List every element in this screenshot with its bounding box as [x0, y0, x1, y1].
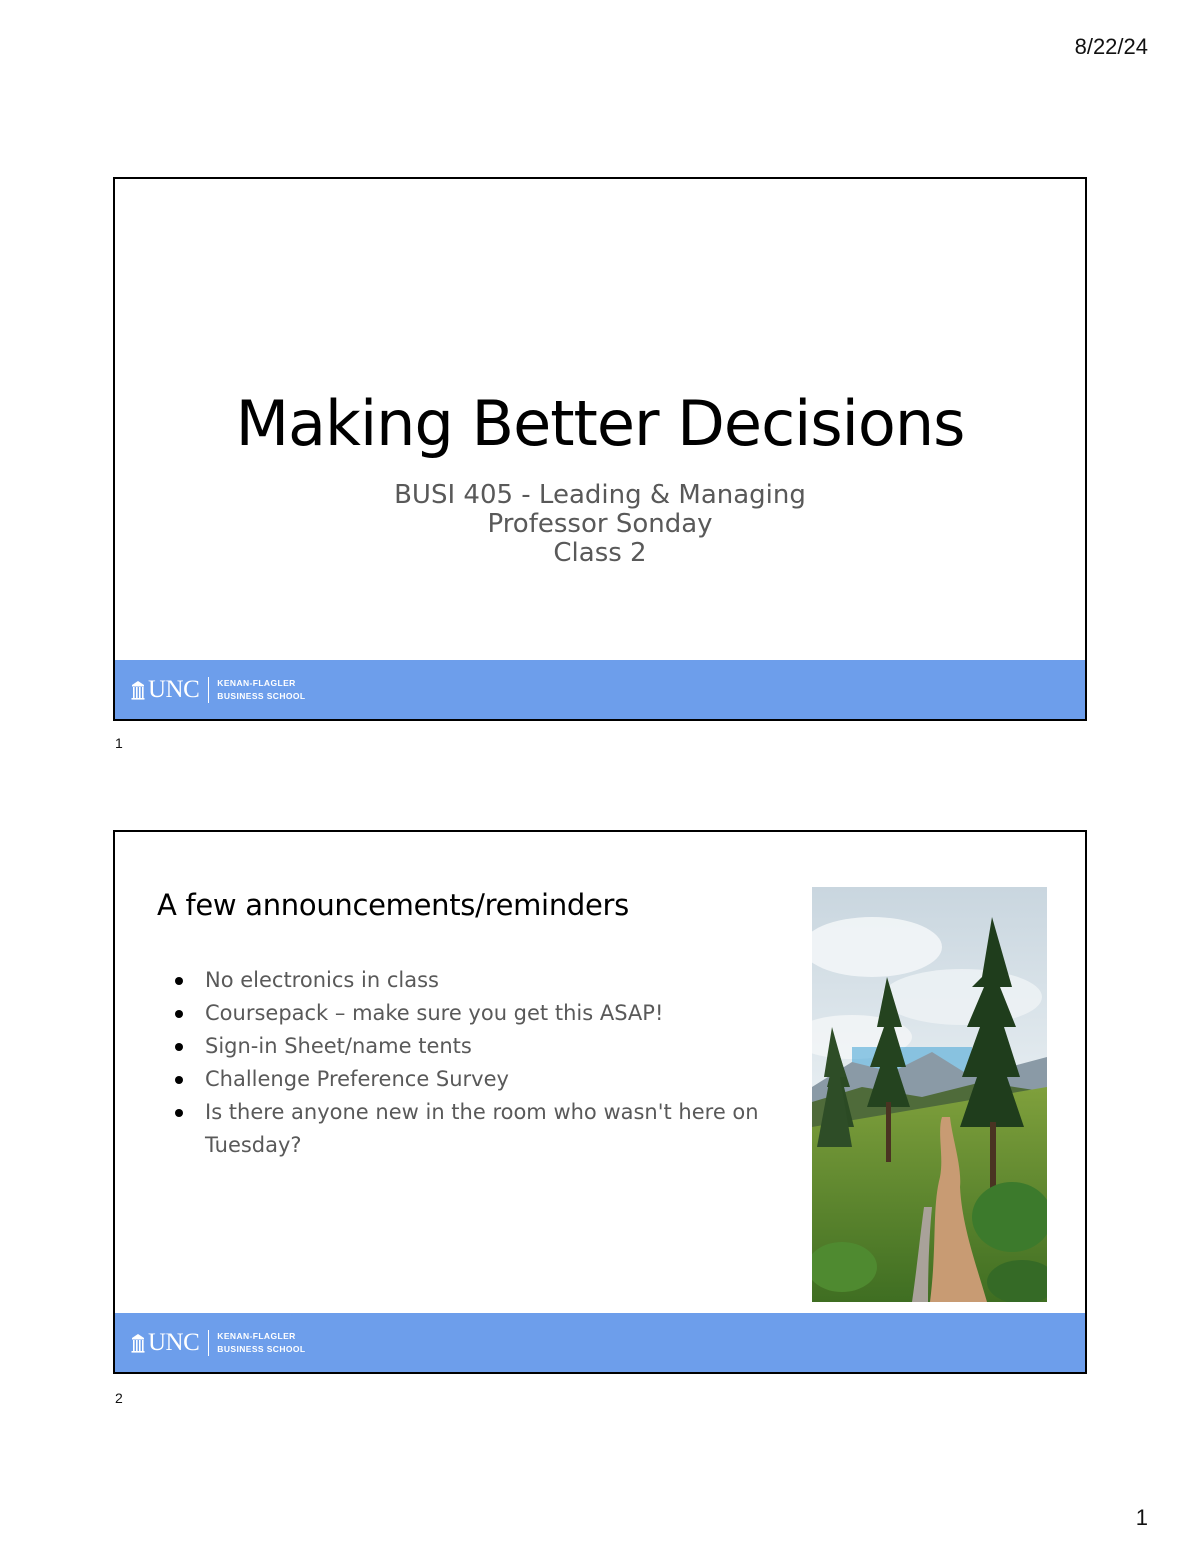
logo-school-name — [217, 1330, 305, 1356]
logo-divider — [208, 1330, 209, 1356]
forest-trail-photo — [812, 887, 1047, 1302]
bullet-dot — [175, 1010, 183, 1018]
bullet-text: Challenge Preference Survey — [205, 1067, 509, 1091]
bullet-item — [173, 997, 813, 1030]
slide-heading: A few announcements/reminders — [157, 888, 629, 922]
old-well-icon — [131, 680, 145, 700]
subtitle-class: Class 2 — [553, 538, 647, 568]
subtitle-course: BUSI 405 - Leading & Managing — [394, 480, 806, 510]
logo-divider — [208, 677, 209, 703]
bullet-text: No electronics in class — [205, 968, 439, 992]
bullet-dot — [175, 1109, 183, 1117]
logo-wordmark: UNC — [148, 1329, 200, 1356]
bullet-item — [173, 964, 813, 997]
bullet-list — [173, 964, 813, 1162]
bullet-dot — [175, 1043, 183, 1051]
bullet-text: Coursepack – make sure you get this ASAP! — [205, 1001, 664, 1025]
page-date: 8/22/24 — [1074, 34, 1148, 59]
subtitle-professor: Professor Sonday — [487, 509, 713, 539]
slide-number: 1 — [115, 735, 123, 751]
slide-2 — [113, 830, 1087, 1374]
bullet-text: Sign-in Sheet/name tents — [205, 1034, 472, 1058]
logo-line-2: BUSINESS SCHOOL — [217, 1344, 306, 1354]
unc-kenan-flagler-logo — [131, 676, 305, 704]
slide-1 — [113, 177, 1087, 721]
logo-school-name — [217, 677, 305, 703]
unc-kenan-flagler-logo — [131, 1329, 305, 1357]
slide-footer-band — [115, 1313, 1085, 1372]
slide-footer-band — [115, 660, 1085, 719]
logo-line-2: BUSINESS SCHOOL — [217, 691, 306, 701]
bullet-dot — [175, 977, 183, 985]
slide-subtitle — [115, 481, 1085, 568]
slide-title: Making Better Decisions — [235, 387, 965, 460]
bullet-item — [173, 1063, 813, 1096]
bullet-item — [173, 1096, 813, 1162]
bullet-dot — [175, 1076, 183, 1084]
bullet-text: Is there anyone new in the room who wasn't here on Tuesday? — [205, 1100, 759, 1157]
logo-line-1: KENAN-FLAGLER — [217, 678, 296, 688]
slide-number: 2 — [115, 1390, 123, 1406]
page-number: 1 — [1135, 1505, 1148, 1530]
old-well-icon — [131, 1333, 145, 1353]
bullet-item — [173, 1030, 813, 1063]
logo-line-1: KENAN-FLAGLER — [217, 1331, 296, 1341]
logo-wordmark: UNC — [148, 676, 200, 703]
